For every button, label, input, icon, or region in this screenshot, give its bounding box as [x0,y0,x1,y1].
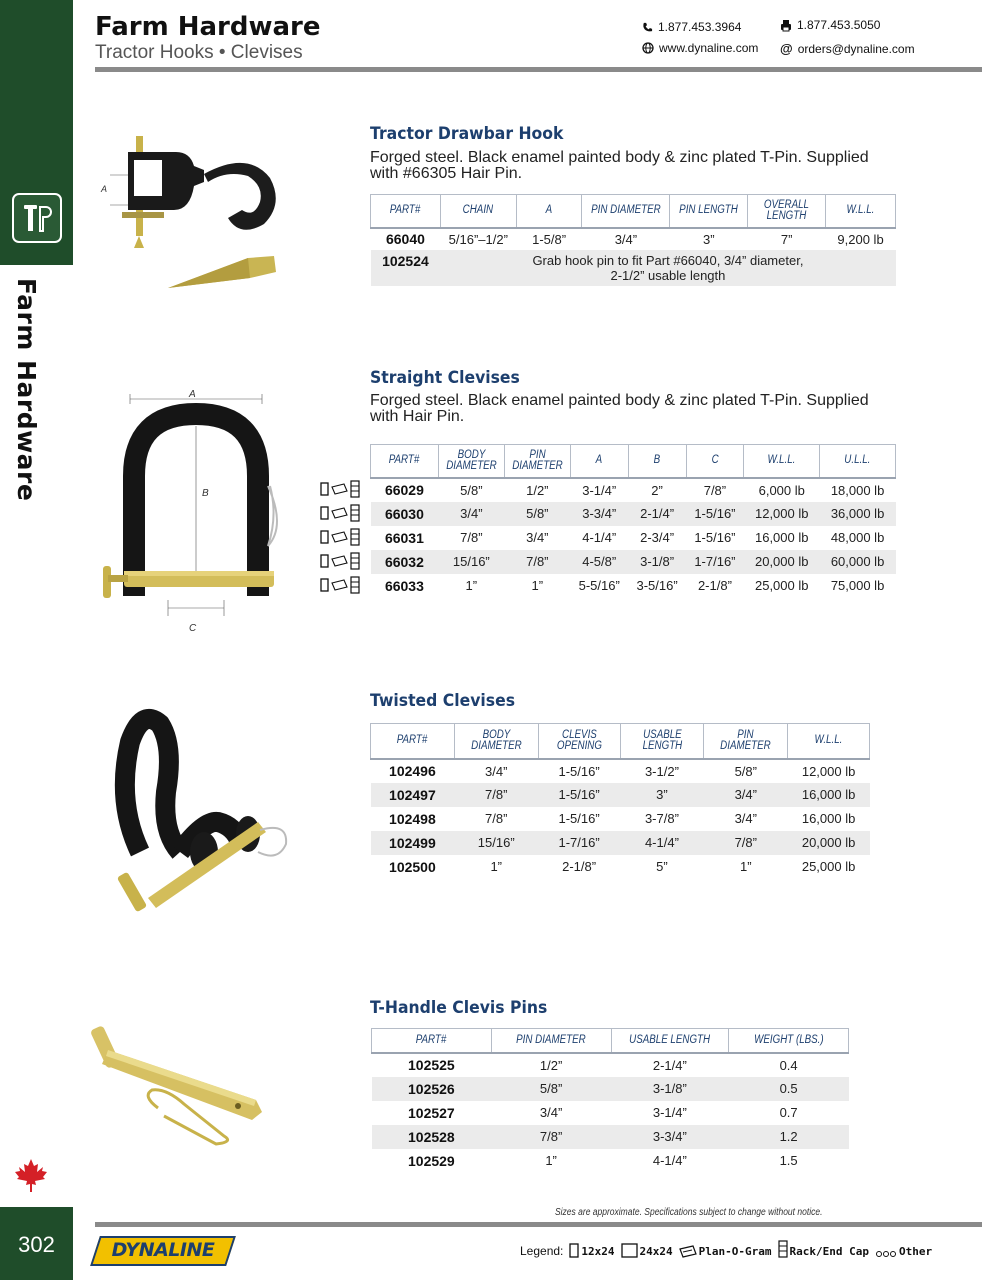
table-cell: 15/16” [454,831,538,855]
dim-label-a: A [101,184,108,194]
part-number-cell: 66033 [384,577,424,594]
column-header [704,724,788,759]
table-cell: 2-1/4” [652,1057,687,1073]
box-12x24-icon [569,1243,579,1258]
table-cell: 3/4” [704,783,788,807]
column-header [454,724,538,759]
table-header-row [371,445,896,478]
part-number-cell: 66031 [384,529,424,546]
part-number-cell: 102497 [371,783,455,807]
table-cell: 7/8” [491,1125,611,1149]
column-header-label: USABLE LENGTH [629,1033,711,1046]
straight-clevis-photo [98,386,298,636]
table-row [371,228,896,250]
table-cell: 3-1/4” [652,1105,687,1120]
drawbar-spec-table [370,194,896,286]
column-header-label: CLEVIS OPENING [556,728,602,752]
column-header-label: PIN DIAMETER [516,1033,586,1046]
part-number-cell: 102524 [371,250,441,286]
table-cell: 1” [531,578,544,593]
column-header [670,195,748,228]
merch-legend-icons [320,552,360,570]
sidebar-vertical-title: Farm Hardware [12,278,41,502]
table-row [371,759,870,783]
part-number-cell: 102498 [389,810,436,827]
table-cell: 0.4 [779,1057,798,1073]
table-cell: 3-5/16” [636,578,678,593]
straight-spec-table [370,444,896,598]
table-cell: 1-5/16” [538,783,620,807]
table-cell: 5/8” [734,763,757,779]
straight-description: Forged steel. Black enamel painted body & zinc plated T-Pin. Supplied with Hair Pin. [370,392,869,425]
hardware-category-icon [12,193,62,243]
column-header [628,445,686,478]
table-cell: 2” [651,482,663,498]
table-row [372,1125,849,1149]
planogram-icon [679,1245,697,1258]
box-12x24-icon [320,530,329,544]
table-row [371,783,870,807]
column-header-label: B [653,454,661,467]
column-header [538,724,620,759]
table-row [371,574,896,598]
column-header [686,445,744,478]
column-header [826,195,896,228]
table-cell: 1/2” [526,482,549,498]
column-header [438,445,504,478]
column-header-label: A [545,204,553,217]
column-header-label: CHAIN [463,204,494,217]
column-header [788,724,870,759]
dim-label-b: B [202,488,209,499]
part-number-cell: 102499 [371,831,455,855]
part-number-cell: 66030 [371,502,439,526]
table-cell: 1” [465,578,478,593]
page-number: 302 [18,1232,55,1257]
column-header [371,195,441,228]
table-cell: 5/16”–1/2” [448,231,508,247]
table-cell: 3” [620,783,704,807]
column-header-label: BODY DIAMETER [446,448,497,472]
part-number-cell: 102528 [372,1125,492,1149]
column-header-label: PIN LENGTH [679,204,739,217]
legend-item-24x24: 24x24 [621,1243,673,1258]
table-cell: 48,000 lb [830,530,885,545]
t-handle-pin-photo [88,1018,288,1163]
column-header [516,195,582,228]
table-cell: 1” [545,1153,557,1168]
column-header [371,724,455,759]
box-12x24-icon [320,482,329,496]
sidebar [0,0,73,1280]
footer-rule [95,1222,982,1227]
table-cell: 7” [780,231,793,247]
table-cell: 15/16” [438,550,504,574]
table-cell: 1-5/16” [558,763,600,779]
column-header-label: PIN DIAMETER [720,728,772,752]
box-12x24-icon [320,578,329,592]
column-header [611,1029,729,1053]
website-link[interactable]: www.dynaline.com [659,41,759,55]
column-header-label: W.L.L. [814,734,843,747]
column-header [744,445,820,478]
column-header [582,195,670,228]
column-header-label: OVERALL LENGTH [764,198,810,222]
phone-icon [642,22,653,33]
table-cell: 16,000 lb [801,811,856,826]
table-cell: 1” [490,859,502,874]
table-cell: 16,000 lb [754,530,809,545]
column-header-label: C [711,454,719,467]
table-cell: 1/2” [539,1057,563,1073]
table-row [371,855,870,879]
table-cell: 7/8” [485,811,508,826]
legend-label: Legend: [520,1244,564,1258]
column-header-label: PIN DIAMETER [512,448,563,472]
table-cell: 4-1/4” [652,1153,687,1168]
table-cell: 5/8” [460,482,483,498]
rack-end-cap-icon [350,528,360,546]
table-header-row [371,724,870,759]
table-cell: 2-1/8” [562,859,597,874]
table-cell: 3-7/8” [644,811,679,826]
rack-end-cap-icon [350,576,360,594]
table-cell: 1.2 [729,1125,849,1149]
table-cell: 12,000 lb [744,502,820,526]
part-number-cell: 102496 [389,763,436,779]
table-cell: 5/8” [491,1077,611,1101]
table-cell: 7/8” [454,783,538,807]
table-cell: 9,200 lb [837,231,884,247]
table-cell: 1-5/16” [558,811,600,826]
table-cell: 20,000 lb [744,550,820,574]
merch-legend-icons [320,576,360,594]
column-header-label: U.L.L. [844,454,871,467]
table-cell: 25,000 lb [754,578,809,593]
column-header [491,1029,611,1053]
column-header [372,1029,492,1053]
dim-label-a: A [189,389,196,400]
table-row [371,550,896,574]
column-header [570,445,628,478]
page-subtitle: Tractor Hooks • Clevises [95,42,303,63]
column-header [504,445,570,478]
table-cell: 25,000 lb [801,859,856,874]
twisted-clevis-photo [108,702,298,927]
table-row [371,526,896,550]
table-row [371,831,870,855]
column-header-label: PART# [390,204,421,217]
table-row [371,250,896,286]
table-cell: 1” [739,859,752,874]
table-header-row [372,1029,849,1053]
table-cell: 36,000 lb [820,502,896,526]
table-cell: 5-5/16” [578,578,620,593]
column-header [440,195,516,228]
table-cell: 4-5/8” [570,550,628,574]
merch-legend-icons [320,480,360,498]
fax-contact [780,18,880,32]
drawbar-section-title: Tractor Drawbar Hook [370,124,564,144]
legend-item-12x24: 12x24 [569,1243,614,1258]
part-number-cell: 102500 [389,858,436,875]
table-cell: 6,000 lb [758,482,805,498]
table-header-row [371,195,896,228]
merch-legend [520,1240,932,1258]
drawbar-hook-photo [98,130,288,305]
table-cell: 3/4” [526,530,549,545]
table-cell: 3/4” [438,502,504,526]
table-cell: 4-1/4” [620,831,704,855]
dynaline-logo [95,1236,231,1266]
table-cell: 4-1/4” [582,530,617,545]
table-cell: 2-1/8” [697,578,732,593]
column-header-label: USABLE LENGTH [642,728,682,752]
legend-item-rack-end-cap: Rack/End Cap [778,1240,869,1258]
table-row [371,807,870,831]
disclaimer-text: Sizes are approximate. Specifications subject to change without notice. [555,1207,823,1218]
rack-end-cap-icon [350,504,360,522]
table-cell: 3” [702,231,715,247]
twisted-section-title: Twisted Clevises [370,691,516,711]
table-cell: 3/4” [614,231,638,247]
table-cell: 3-1/4” [582,482,617,498]
note-cell [440,250,895,286]
column-header-label: BODY DIAMETER [470,728,522,752]
merch-legend-icons [320,528,360,546]
phone-number[interactable]: 1.877.453.3964 [658,20,742,34]
table-row [371,478,896,502]
table-cell: 1-7/16” [686,550,744,574]
other-dots-icon [875,1250,897,1258]
web-contact [642,41,758,55]
column-header-label: PART# [397,734,428,747]
part-number-cell: 102529 [408,1152,455,1169]
table-cell: 16,000 lb [788,783,870,807]
table-row [372,1149,849,1173]
table-row [372,1077,849,1101]
column-header [371,445,439,478]
globe-icon [642,42,654,54]
table-cell: 2-3/4” [640,530,675,545]
table-cell: 20,000 lb [788,831,870,855]
dim-label-c: C [189,623,197,634]
column-header [748,195,826,228]
part-number-cell: 66032 [371,550,439,574]
tpins-spec-table [371,1028,849,1173]
planogram-icon [331,507,348,519]
table-row [372,1101,849,1125]
column-header [820,445,896,478]
column-header-label: PART# [416,1033,447,1046]
column-header-label: PART# [389,454,420,467]
table-cell: 12,000 lb [801,763,856,779]
table-cell: 0.7 [779,1105,798,1120]
email-contact [780,41,915,56]
drawbar-description: Forged steel. Black enamel painted body & zinc plated T-Pin. Supplied with #66305 Hair Pin. [370,149,869,182]
planogram-icon [331,483,348,495]
fax-icon [780,19,792,32]
at-icon: @ [780,41,793,56]
table-cell: 7/8” [460,530,483,545]
table-cell: 3/4” [539,1105,563,1120]
planogram-icon [331,531,348,543]
table-cell: 3-1/8” [611,1077,729,1101]
rack-end-cap-icon [350,480,360,498]
table-cell: 3/4” [485,763,508,779]
legend-item-planogram: Plan-O-Gram [679,1245,772,1258]
table-cell: 3-1/2” [644,763,679,779]
table-cell: 5/8” [504,502,570,526]
table-cell: 3-3/4” [570,502,628,526]
page-title: Farm Hardware [95,12,321,42]
table-cell: 2-1/4” [628,502,686,526]
phone-contact [642,20,741,34]
table-cell: 1-5/8” [532,231,567,247]
twisted-spec-table [370,723,870,879]
table-row [372,1053,849,1077]
table-cell: 7/8” [504,550,570,574]
brand-name: DYNALINE [111,1239,215,1261]
table-cell: 3-3/4” [611,1125,729,1149]
table-row [371,502,896,526]
table-cell: 18,000 lb [830,482,885,498]
maple-leaf-icon [14,1157,48,1193]
table-cell: 7/8” [703,482,727,498]
table-cell: 5” [656,859,668,874]
part-number-cell: 66040 [385,231,425,247]
table-cell: 1-5/16” [694,530,736,545]
column-header-label: A [595,454,603,467]
note-line: 2-1/2” usable length [610,267,726,283]
column-header-label: WEIGHT (LBS.) [753,1033,824,1046]
column-header-label: W.L.L. [767,454,796,467]
fax-number[interactable]: 1.877.453.5050 [797,18,881,32]
box-24x24-icon [621,1243,638,1258]
table-cell: 1-7/16” [538,831,620,855]
table-cell: 60,000 lb [820,550,896,574]
table-cell: 75,000 lb [830,578,885,593]
column-header [620,724,704,759]
table-cell: 7/8” [704,831,788,855]
merch-legend-icons [320,504,360,522]
table-cell: 0.5 [729,1077,849,1101]
rack-end-cap-icon [350,552,360,570]
column-header [729,1029,849,1053]
table-cell: 3/4” [734,811,757,826]
email-link[interactable]: orders@dynaline.com [797,41,915,56]
part-number-cell: 66029 [384,482,424,498]
column-header-label: PIN DIAMETER [591,204,661,217]
legend-item-other: Other [875,1245,932,1258]
table-cell: 1.5 [779,1153,798,1168]
straight-section-title: Straight Clevises [370,368,520,388]
header-rule [95,67,982,72]
rack-end-cap-icon [778,1240,788,1258]
part-number-cell: 102527 [408,1104,455,1121]
box-12x24-icon [320,554,329,568]
planogram-icon [331,555,348,567]
note-line: Grab hook pin to fit Part #66040, 3/4” diameter, [532,252,804,268]
table-cell: 1-5/16” [686,502,744,526]
column-header-label: W.L.L. [846,204,875,217]
tpins-section-title: T-Handle Clevis Pins [370,998,548,1018]
box-12x24-icon [320,506,329,520]
planogram-icon [331,579,348,591]
table-cell: 3-1/8” [628,550,686,574]
part-number-cell: 102525 [408,1057,455,1073]
part-number-cell: 102526 [372,1077,492,1101]
